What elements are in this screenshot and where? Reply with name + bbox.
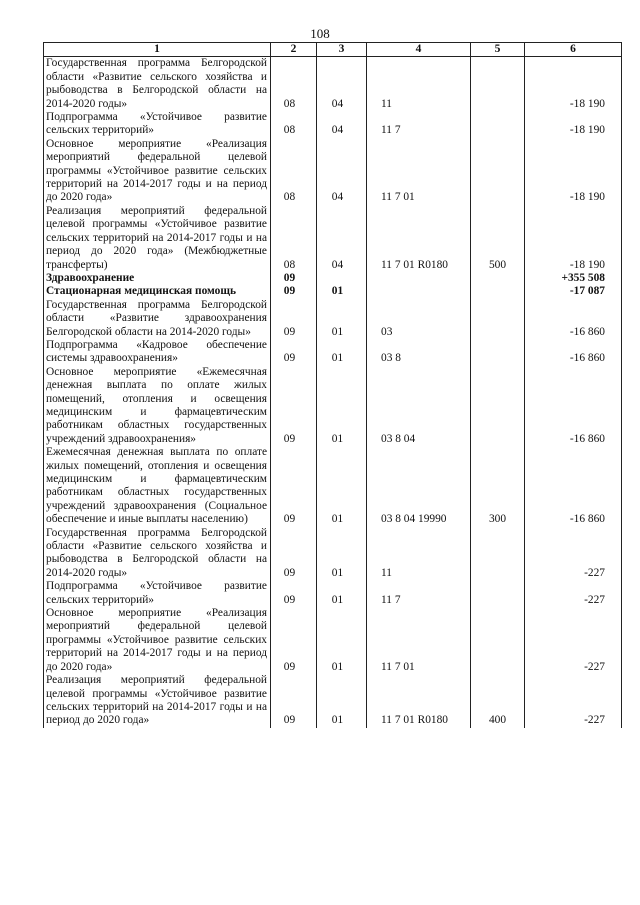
cell-target-article: 03 [367, 299, 471, 339]
cell-section: 09 [271, 674, 317, 728]
cell-amount: -17 087 [525, 285, 622, 298]
cell-name: Основное мероприятие «Ежемесячная денежная выплата по оплате жилых помещений, отопления и освещения медицинским и фармацевтическим работникам областных государственных учреждений здравоохранения» [44, 366, 271, 446]
table-header-row [44, 43, 622, 57]
table-body [44, 57, 622, 728]
cell-subsection: 01 [317, 366, 367, 446]
header-col-5: 5 [471, 43, 525, 57]
cell-amount: -16 860 [525, 446, 622, 526]
cell-target-article: 11 7 01 R0180 [367, 674, 471, 728]
cell-name: Подпрограмма «Устойчивое развитие сельских территорий» [44, 111, 271, 138]
cell-expense-type [471, 272, 525, 285]
cell-section: 09 [271, 527, 317, 581]
table-row [44, 111, 622, 138]
cell-amount: -16 860 [525, 339, 622, 366]
cell-section: 08 [271, 205, 317, 272]
cell-amount: -227 [525, 607, 622, 674]
cell-name: Реализация мероприятий федеральной целевой программы «Устойчивое развитие сельских территорий на 2014-2017 годы и на период до 2020 года» (Межбюджетные трансферты) [44, 205, 271, 272]
cell-target-article: 11 [367, 57, 471, 111]
cell-expense-type [471, 339, 525, 366]
budget-table [43, 42, 622, 728]
header-col-6: 6 [525, 43, 622, 57]
cell-expense-type: 300 [471, 446, 525, 526]
cell-subsection: 01 [317, 285, 367, 298]
cell-subsection: 01 [317, 674, 367, 728]
cell-name: Подпрограмма «Устойчивое развитие сельских территорий» [44, 580, 271, 607]
cell-name: Государственная программа Белгородской области «Развитие сельского хозяйства и рыбоводства в Белгородской области на 2014-2020 годы» [44, 527, 271, 581]
cell-subsection: 04 [317, 138, 367, 205]
cell-section: 08 [271, 138, 317, 205]
cell-name: Ежемесячная денежная выплата по оплате жилых помещений, отопления и освещения медицинским и фармацевтическим работникам областных государственных учреждений здравоохранения (Социальное обеспечение и иные выплаты населению) [44, 446, 271, 526]
cell-target-article: 03 8 [367, 339, 471, 366]
cell-section: 09 [271, 285, 317, 298]
cell-amount: -18 190 [525, 57, 622, 111]
table-row [44, 57, 622, 111]
cell-target-article: 11 7 [367, 580, 471, 607]
cell-name: Стационарная медицинская помощь [44, 285, 271, 298]
cell-expense-type [471, 607, 525, 674]
cell-expense-type: 500 [471, 205, 525, 272]
cell-target-article: 11 [367, 527, 471, 581]
header-col-3: 3 [317, 43, 367, 57]
table-row [44, 527, 622, 581]
cell-subsection: 04 [317, 57, 367, 111]
cell-subsection: 01 [317, 607, 367, 674]
cell-target-article: 03 8 04 19990 [367, 446, 471, 526]
cell-expense-type [471, 580, 525, 607]
cell-amount: -18 190 [525, 111, 622, 138]
table-row [44, 366, 622, 446]
cell-amount: -18 190 [525, 138, 622, 205]
cell-subsection: 01 [317, 339, 367, 366]
table-row [44, 272, 622, 285]
header-col-4: 4 [367, 43, 471, 57]
cell-section: 09 [271, 272, 317, 285]
cell-section: 09 [271, 366, 317, 446]
cell-expense-type [471, 111, 525, 138]
cell-target-article: 11 7 01 [367, 607, 471, 674]
cell-subsection: 01 [317, 446, 367, 526]
cell-section: 09 [271, 446, 317, 526]
cell-subsection: 01 [317, 527, 367, 581]
cell-expense-type [471, 299, 525, 339]
cell-target-article: 11 7 01 [367, 138, 471, 205]
table-row [44, 299, 622, 339]
table-row [44, 285, 622, 298]
cell-expense-type [471, 285, 525, 298]
cell-name: Основное мероприятие «Реализация мероприятий федеральной целевой программы «Устойчивое развитие сельских территорий на 2014-2017 годы и на период до 2020 года» [44, 138, 271, 205]
table-row [44, 607, 622, 674]
cell-amount: +355 508 [525, 272, 622, 285]
cell-section: 09 [271, 607, 317, 674]
cell-section: 08 [271, 57, 317, 111]
cell-amount: -16 860 [525, 299, 622, 339]
cell-target-article: 11 7 01 R0180 [367, 205, 471, 272]
cell-expense-type [471, 527, 525, 581]
cell-target-article: 11 7 [367, 111, 471, 138]
cell-expense-type: 400 [471, 674, 525, 728]
cell-amount: -227 [525, 527, 622, 581]
cell-name: Основное мероприятие «Реализация мероприятий федеральной целевой программы «Устойчивое развитие сельских территорий на 2014-2017 годы и на период до 2020 года» [44, 607, 271, 674]
cell-name: Государственная программа Белгородской области «Развитие сельского хозяйства и рыбоводства в Белгородской области на 2014-2020 годы» [44, 57, 271, 111]
header-col-2: 2 [271, 43, 317, 57]
cell-target-article [367, 272, 471, 285]
cell-section: 09 [271, 580, 317, 607]
cell-section: 08 [271, 111, 317, 138]
cell-name: Государственная программа Белгородской области «Развитие здравоохранения Белгородской области на 2014-2020 годы» [44, 299, 271, 339]
cell-subsection: 01 [317, 580, 367, 607]
cell-section: 09 [271, 299, 317, 339]
cell-expense-type [471, 57, 525, 111]
page-number: 108 [310, 26, 330, 41]
header-col-1: 1 [44, 43, 271, 57]
cell-name: Реализация мероприятий федеральной целевой программы «Устойчивое развитие сельских территорий на 2014-2017 годы и на период до 2020 года» [44, 674, 271, 728]
table-row [44, 674, 622, 728]
cell-name: Здравоохранение [44, 272, 271, 285]
table-row [44, 446, 622, 526]
cell-section: 09 [271, 339, 317, 366]
cell-amount: -18 190 [525, 205, 622, 272]
cell-expense-type [471, 138, 525, 205]
table-row [44, 138, 622, 205]
table-row [44, 205, 622, 272]
cell-amount: -16 860 [525, 366, 622, 446]
table-row [44, 580, 622, 607]
table-row [44, 339, 622, 366]
cell-expense-type [471, 366, 525, 446]
cell-subsection [317, 272, 367, 285]
cell-amount: -227 [525, 674, 622, 728]
cell-subsection: 04 [317, 111, 367, 138]
cell-amount: -227 [525, 580, 622, 607]
cell-subsection: 01 [317, 299, 367, 339]
cell-name: Подпрограмма «Кадровое обеспечение системы здравоохранения» [44, 339, 271, 366]
cell-subsection: 04 [317, 205, 367, 272]
cell-target-article: 03 8 04 [367, 366, 471, 446]
cell-target-article [367, 285, 471, 298]
